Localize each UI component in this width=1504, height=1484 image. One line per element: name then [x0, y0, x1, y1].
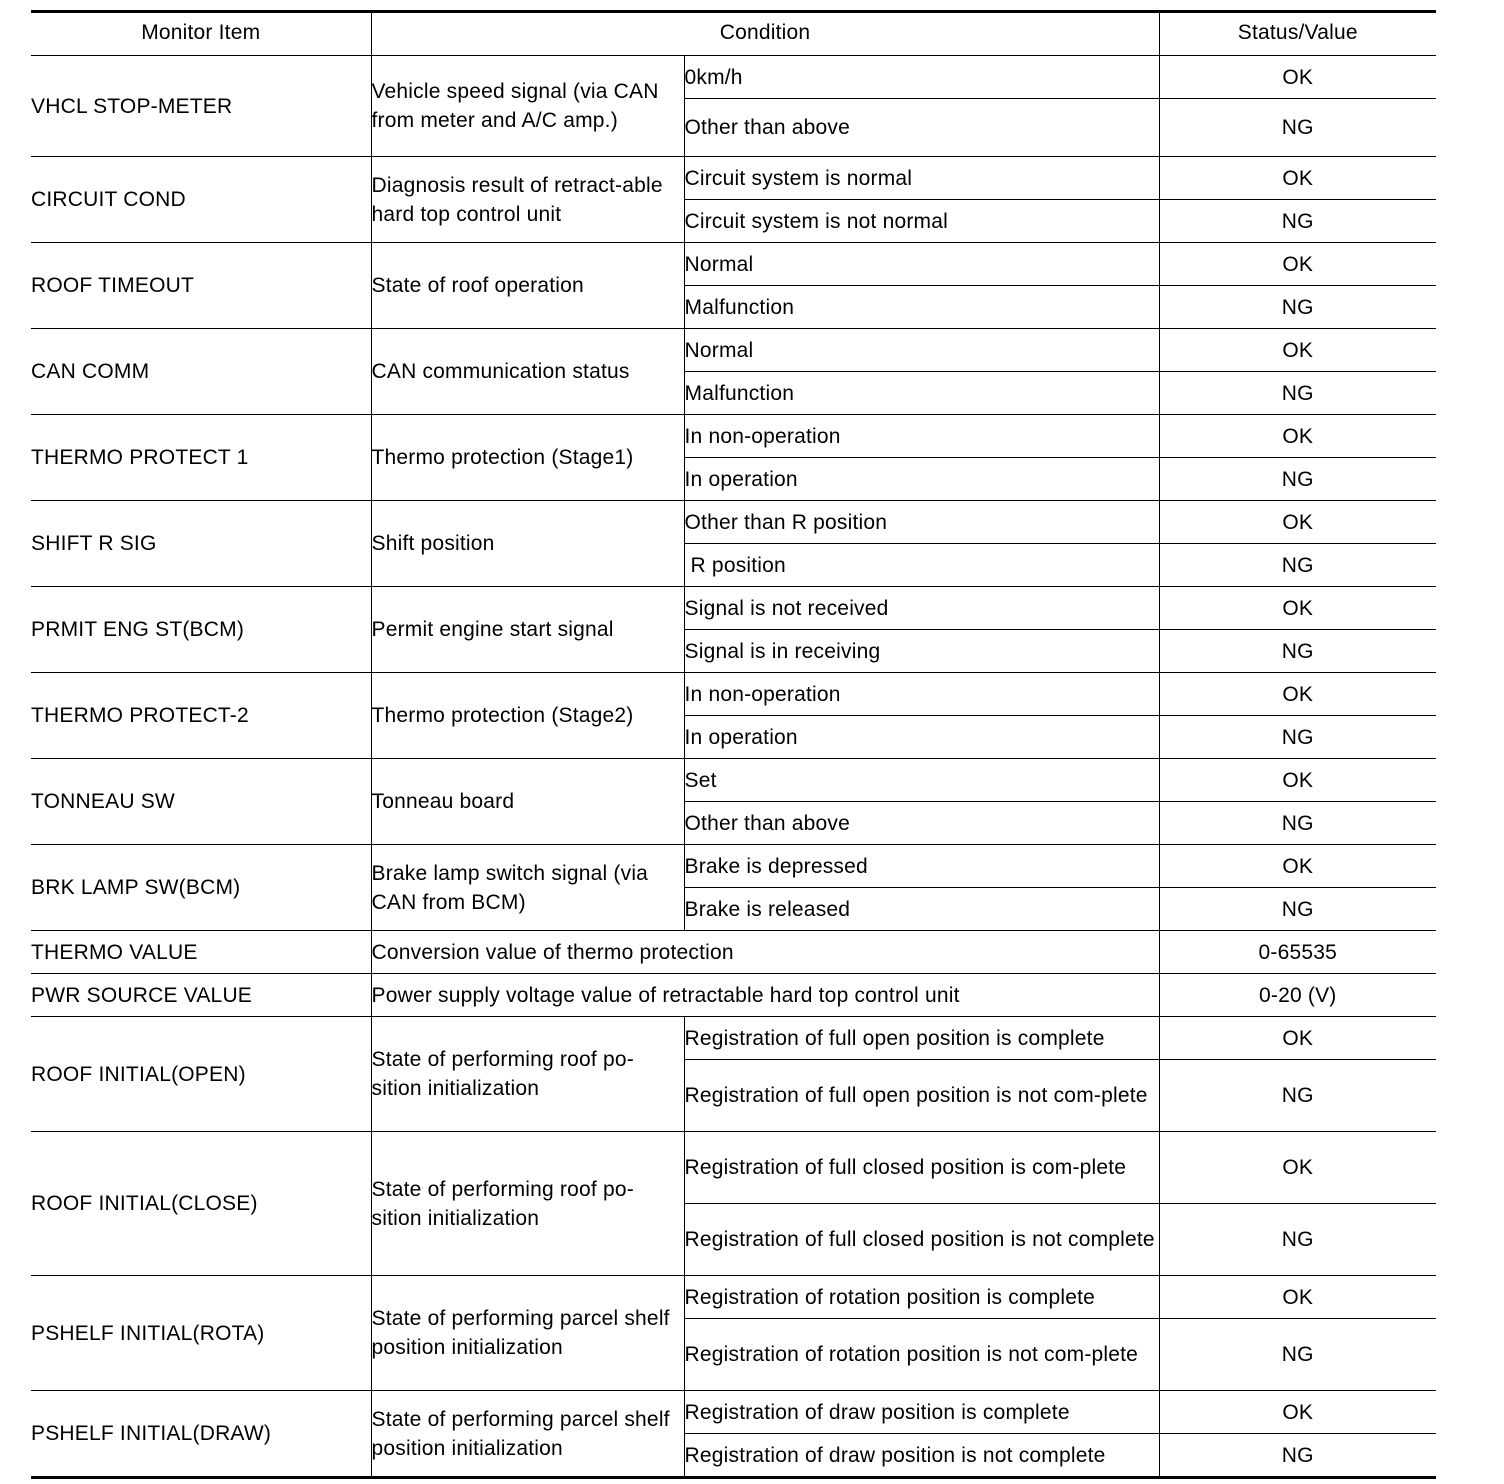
status-value: NG	[1159, 1319, 1436, 1391]
monitor-item: CIRCUIT COND	[31, 157, 371, 243]
monitor-item: ROOF TIMEOUT	[31, 243, 371, 329]
status-value: 0-20 (V)	[1159, 974, 1436, 1017]
monitor-item: VHCL STOP-METER	[31, 56, 371, 157]
monitor-item: ROOF INITIAL(CLOSE)	[31, 1132, 371, 1276]
condition-description: State of performing parcel shelf position initialization	[371, 1391, 684, 1478]
status-value: NG	[1159, 200, 1436, 243]
status-value: OK	[1159, 56, 1436, 99]
sub-condition: Brake is released	[684, 888, 1159, 931]
condition-description: State of performing parcel shelf position initialization	[371, 1276, 684, 1391]
header-row	[31, 12, 1436, 56]
table-row	[31, 673, 1436, 716]
table-row	[31, 845, 1436, 888]
sub-condition: Registration of draw position is not complete	[684, 1434, 1159, 1478]
sub-condition: Other than above	[684, 802, 1159, 845]
table-row	[31, 974, 1436, 1017]
status-value: OK	[1159, 243, 1436, 286]
status-value: OK	[1159, 1391, 1436, 1434]
status-value: NG	[1159, 1060, 1436, 1132]
table-row	[31, 587, 1436, 630]
sub-condition: Registration of full closed position is com-plete	[684, 1132, 1159, 1204]
sub-condition: In non-operation	[684, 415, 1159, 458]
sub-condition: In non-operation	[684, 673, 1159, 716]
table-row	[31, 1391, 1436, 1434]
sub-condition: Normal	[684, 329, 1159, 372]
sub-condition: In operation	[684, 716, 1159, 759]
header-monitor-item: Monitor Item	[31, 12, 371, 56]
sub-condition: Registration of rotation position is not com-plete	[684, 1319, 1159, 1391]
condition-description: Thermo protection (Stage1)	[371, 415, 684, 501]
sub-condition: 0km/h	[684, 56, 1159, 99]
table-row	[31, 1132, 1436, 1204]
table-row	[31, 1276, 1436, 1319]
table-row	[31, 56, 1436, 99]
monitor-item: ROOF INITIAL(OPEN)	[31, 1017, 371, 1132]
monitor-item: PRMIT ENG ST(BCM)	[31, 587, 371, 673]
sub-condition: Registration of full closed position is not complete	[684, 1204, 1159, 1276]
sub-condition: Signal is in receiving	[684, 630, 1159, 673]
sub-condition: Circuit system is normal	[684, 157, 1159, 200]
status-value: OK	[1159, 157, 1436, 200]
sub-condition: Set	[684, 759, 1159, 802]
status-value: NG	[1159, 888, 1436, 931]
status-value: NG	[1159, 1204, 1436, 1276]
condition-description: Permit engine start signal	[371, 587, 684, 673]
status-value: OK	[1159, 845, 1436, 888]
header-status-value: Status/Value	[1159, 12, 1436, 56]
monitor-item: PWR SOURCE VALUE	[31, 974, 371, 1017]
condition-description: Vehicle speed signal (via CAN from meter and A/C amp.)	[371, 56, 684, 157]
monitor-item: THERMO PROTECT 1	[31, 415, 371, 501]
status-value: 0-65535	[1159, 931, 1436, 974]
condition-description: Diagnosis result of retract-able hard top control unit	[371, 157, 684, 243]
table-row	[31, 759, 1436, 802]
condition-description: Brake lamp switch signal (via CAN from BCM)	[371, 845, 684, 931]
status-value: NG	[1159, 458, 1436, 501]
condition-description: Power supply voltage value of retractable hard top control unit	[371, 974, 1159, 1017]
status-value: OK	[1159, 329, 1436, 372]
status-value: OK	[1159, 415, 1436, 458]
status-value: NG	[1159, 544, 1436, 587]
table-row	[31, 243, 1436, 286]
sub-condition: Other than R position	[684, 501, 1159, 544]
status-value: OK	[1159, 587, 1436, 630]
monitor-item: CAN COMM	[31, 329, 371, 415]
status-value: OK	[1159, 1132, 1436, 1204]
sub-condition: In operation	[684, 458, 1159, 501]
condition-description: Thermo protection (Stage2)	[371, 673, 684, 759]
condition-description: State of performing roof po-sition initialization	[371, 1017, 684, 1132]
status-value: NG	[1159, 630, 1436, 673]
status-value: NG	[1159, 286, 1436, 329]
monitor-table	[31, 10, 1436, 1479]
sub-condition: Signal is not received	[684, 587, 1159, 630]
sub-condition: Normal	[684, 243, 1159, 286]
sub-condition: Circuit system is not normal	[684, 200, 1159, 243]
sub-condition: Registration of draw position is complete	[684, 1391, 1159, 1434]
sub-condition: Malfunction	[684, 372, 1159, 415]
condition-description: Conversion value of thermo protection	[371, 931, 1159, 974]
condition-description: Tonneau board	[371, 759, 684, 845]
condition-description: Shift position	[371, 501, 684, 587]
sub-condition: Malfunction	[684, 286, 1159, 329]
header-condition: Condition	[371, 12, 1159, 56]
monitor-item: THERMO PROTECT-2	[31, 673, 371, 759]
monitor-item: PSHELF INITIAL(ROTA)	[31, 1276, 371, 1391]
status-value: NG	[1159, 1434, 1436, 1478]
monitor-item: BRK LAMP SW(BCM)	[31, 845, 371, 931]
sub-condition: Registration of full open position is not com-plete	[684, 1060, 1159, 1132]
condition-description: State of roof operation	[371, 243, 684, 329]
status-value: OK	[1159, 1017, 1436, 1060]
table-row	[31, 329, 1436, 372]
status-value: NG	[1159, 372, 1436, 415]
sub-condition: Brake is depressed	[684, 845, 1159, 888]
monitor-item: PSHELF INITIAL(DRAW)	[31, 1391, 371, 1478]
monitor-item: TONNEAU SW	[31, 759, 371, 845]
sub-condition: Other than above	[684, 99, 1159, 157]
status-value: OK	[1159, 673, 1436, 716]
condition-description: State of performing roof po-sition initialization	[371, 1132, 684, 1276]
status-value: NG	[1159, 99, 1436, 157]
status-value: OK	[1159, 1276, 1436, 1319]
table-row	[31, 931, 1436, 974]
sub-condition: R position	[684, 544, 1159, 587]
sub-condition: Registration of full open position is complete	[684, 1017, 1159, 1060]
table-row	[31, 415, 1436, 458]
status-value: NG	[1159, 802, 1436, 845]
sub-condition: Registration of rotation position is complete	[684, 1276, 1159, 1319]
monitor-item: SHIFT R SIG	[31, 501, 371, 587]
status-value: OK	[1159, 501, 1436, 544]
monitor-item: THERMO VALUE	[31, 931, 371, 974]
table-row	[31, 1017, 1436, 1060]
table-row	[31, 501, 1436, 544]
status-value: OK	[1159, 759, 1436, 802]
status-value: NG	[1159, 716, 1436, 759]
condition-description: CAN communication status	[371, 329, 684, 415]
table-row	[31, 157, 1436, 200]
